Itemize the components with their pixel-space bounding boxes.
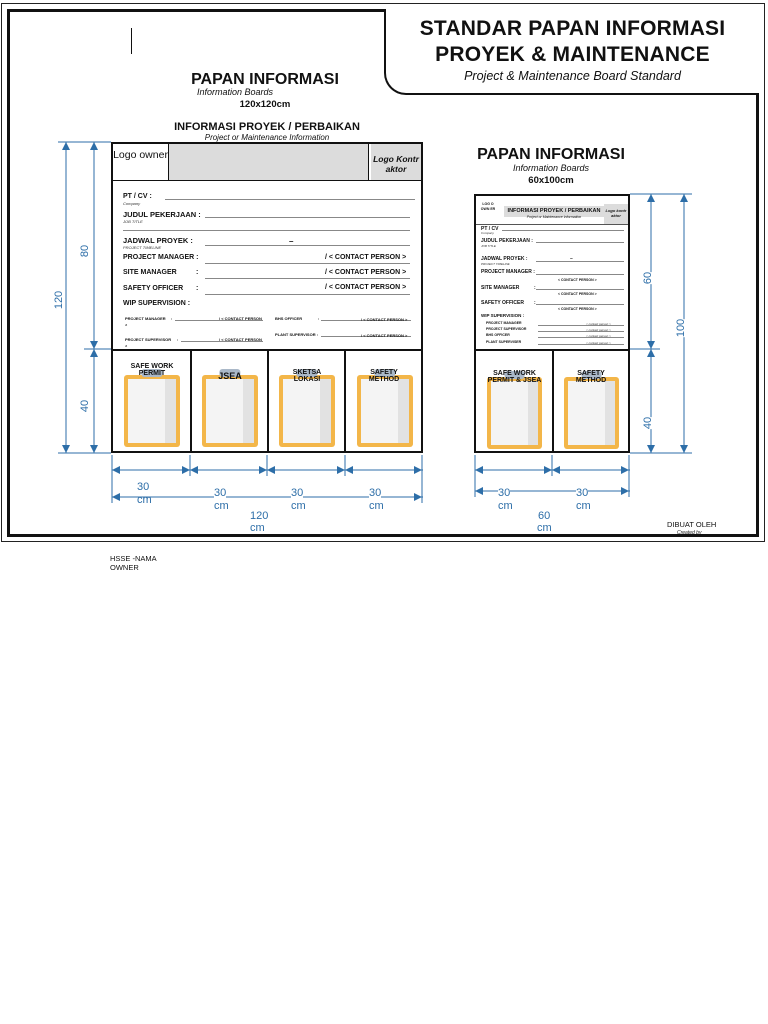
created-by: DIBUAT OLEH (667, 520, 717, 529)
dim-small-col2-value: 30 (576, 487, 589, 499)
small-logo-kontraktor: Logo kontr aktor (604, 204, 628, 224)
owner-label: OWNER (110, 563, 139, 572)
small-field-pm: PROJECT MANAGER : (481, 269, 535, 275)
large-wip-ps-colon: : (177, 337, 179, 342)
dim-large-col2-unit: cm (214, 500, 229, 512)
dim-small-label-60: 60 (642, 271, 655, 285)
dim-small-col1-value: 30 (498, 487, 511, 499)
small-wip-row-3: BHS OFFICER (486, 333, 510, 337)
large-contact-so: / < CONTACT PERSON > (325, 284, 407, 291)
large-logo-kontraktor: Logo Kontr aktor (371, 144, 421, 180)
large-field-dash: – (289, 237, 294, 246)
dim-small-label-100: 100 (675, 318, 688, 338)
dim-large-label-120: 120 (53, 290, 66, 310)
dim-large-col3-unit: cm (291, 500, 306, 512)
large-field-pt: PT / CV : (123, 193, 152, 200)
dim-large-label-80: 80 (79, 244, 92, 258)
small-contact-sm: < CONTACT PERSON > (558, 292, 597, 296)
small-contact-so: < CONTACT PERSON > (558, 307, 597, 311)
dim-large-col2-value: 30 (214, 487, 227, 499)
small-info-title: INFORMASI PROYEK / PERBAIKAN (507, 208, 601, 214)
small-contact-pm: < CONTACT PERSON > (558, 278, 597, 282)
large-wip-bhs: BHS OFFICER (275, 316, 303, 321)
large-field-company: Company (123, 201, 141, 206)
large-wip-bhs-contact: / < CONTACT PERSON > (361, 317, 408, 322)
dim-large-col1-value: 30 (137, 481, 150, 493)
dim-large-total-unit: cm (250, 522, 265, 534)
large-field-pm: PROJECT MANAGER : (123, 254, 199, 261)
small-wip-row-4: PLANT SUPERVISER (486, 340, 522, 344)
small-field-company: Company (481, 231, 494, 235)
large-section-safe-work-permit: SAFE WORK PERMIT (130, 363, 174, 378)
small-wip-contact-2: < contact person > (586, 328, 611, 332)
small-wip-contact-4: < contact person > (586, 341, 611, 345)
large-wip-plant-contact: / < CONTACT PERSON > (361, 333, 408, 338)
small-wip-row-2: PROJECT SUPERVISOR (486, 327, 527, 331)
small-field-judul: JUDUL PEKERJAAN : (481, 238, 533, 244)
dim-large-col1-unit: cm (137, 494, 152, 506)
large-field-sm-colon: : (196, 269, 199, 276)
dim-large-label-40: 40 (79, 399, 92, 413)
small-field-jadwal: JADWAL PROYEK : (481, 256, 528, 262)
small-field-dash: – (570, 256, 573, 262)
small-section-safety-method: SAFETY METHOD (575, 370, 607, 385)
large-field-wip: WIP SUPERVISION : (123, 300, 191, 307)
large-field-jadwal-sub: PROJECT TIMELINE (123, 245, 162, 250)
large-wip-pm: PROJECT MANAGER (125, 316, 166, 321)
large-info-sub: Project or Maintenance Information (204, 133, 330, 142)
created-by-sub: Created by (677, 530, 702, 536)
small-field-wip: WIP SUPERVISION : (481, 313, 525, 318)
dim-small-total-value: 60 (538, 510, 551, 522)
small-field-sm-colon: : (534, 285, 536, 291)
small-logo-owner: LOG O OWN ER (480, 202, 496, 211)
small-wip-row-1: PROJECT MANAGER (486, 321, 522, 325)
small-field-so: SAFETY OFFICER (481, 300, 524, 306)
small-wip-contact-3: < contact person > (586, 334, 611, 338)
small-field-sm: SITE MANAGER (481, 285, 520, 291)
small-board-heading: PAPAN INFORMASI (477, 146, 625, 163)
large-info-title: INFORMASI PROYEK / PERBAIKAN (174, 121, 360, 133)
large-wip-pm-contact: / < CONTACT PERSON (219, 316, 262, 321)
large-wip-bhs-colon: : (318, 316, 320, 321)
large-wip-pm-colon: : (171, 316, 173, 321)
large-section-safety-method: SAFETY METHOD (368, 369, 400, 384)
large-logo-owner: Logo owner (113, 144, 169, 180)
large-board-size: 120x120cm (239, 99, 291, 110)
large-contact-pm: / < CONTACT PERSON > (325, 254, 407, 261)
small-info-sub: Project or Maintenance Information (526, 215, 582, 219)
large-field-sm: SITE MANAGER (123, 269, 177, 276)
large-wip-ps: PROJECT SUPERVISOR (125, 337, 172, 342)
large-wip-ps-mark: a (125, 343, 128, 348)
large-board-heading: PAPAN INFORMASI (191, 71, 339, 88)
small-field-jadwal-sub: PROJECT TIMELINE (481, 262, 510, 266)
large-field-jobtitle: JOB TITLE (123, 219, 143, 224)
title-line-2: PROYEK & MAINTENANCE (435, 43, 710, 66)
dim-small-label-40: 40 (642, 416, 655, 430)
large-field-jadwal: JADWAL PROYEK : (123, 236, 193, 245)
large-contact-sm: / < CONTACT PERSON > (325, 269, 407, 276)
large-field-so-colon: : (196, 285, 199, 292)
large-wip-plant: PLANT SUPERVISOR : (275, 332, 319, 337)
small-field-pt: PT / CV (481, 226, 499, 232)
large-section-sketsa-lokasi: SKETSA LOKASI (292, 369, 322, 384)
title-line-1: STANDAR PAPAN INFORMASI (419, 17, 726, 40)
large-wip-ps-contact: / < CONTACT PERSON (219, 337, 262, 342)
title-subtitle: Project & Maintenance Board Standard (464, 69, 681, 83)
dim-small-total-unit: cm (537, 522, 552, 534)
large-board-heading-sub: Information Boards (196, 87, 274, 97)
dim-small-col1-unit: cm (498, 500, 513, 512)
small-field-so-colon: : (534, 300, 536, 306)
dim-large-col4-value: 30 (369, 487, 382, 499)
small-field-jobtitle: JOB TITLE (481, 244, 496, 248)
small-section-swp-jsea: SAFE WORK PERMIT & JSEA (487, 370, 542, 385)
large-field-so: SAFETY OFFICER (123, 285, 184, 292)
small-board-heading-sub: Information Boards (512, 163, 590, 173)
dim-large-col4-unit: cm (369, 500, 384, 512)
large-wip-pm-mark: a (125, 322, 128, 327)
dim-small-col2-unit: cm (576, 500, 591, 512)
small-wip-contact-1: < contact person > (586, 322, 611, 326)
dim-large-total-value: 120 (250, 510, 269, 522)
small-board-size: 60x100cm (528, 175, 574, 186)
hsse-name: HSSE -NAMA (110, 554, 157, 563)
large-section-jsea: JSEA (218, 371, 242, 381)
dim-large-col3-value: 30 (291, 487, 304, 499)
large-field-judul: JUDUL PEKERJAAN : (123, 210, 201, 219)
